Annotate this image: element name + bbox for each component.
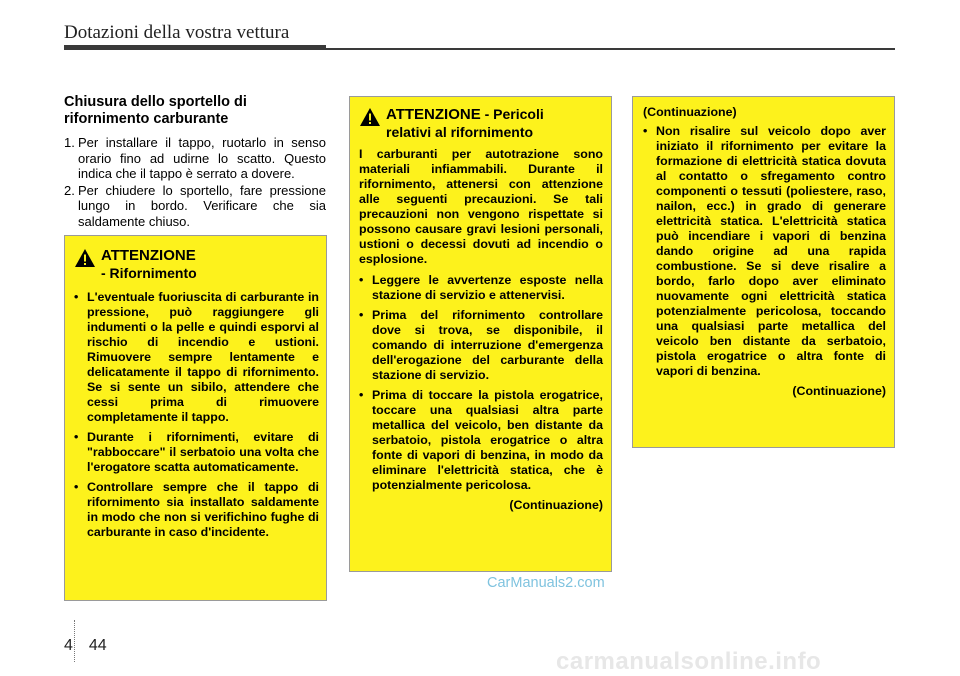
step-item: [64, 135, 326, 182]
watermark-link[interactable]: CarManuals2.com: [487, 575, 605, 591]
fuel-door-section: [64, 94, 326, 230]
step-text: Per installare il tappo, ruotarlo in senso orario fino ad udirne lo scatto. Questo indica che il tappo è serrato a dovere.: [78, 135, 326, 181]
step-number: 2.: [64, 182, 75, 198]
warning-subtitle: relativi al rifornimento: [386, 124, 534, 140]
page-number: [64, 637, 107, 655]
warning-bullet: • Durante i rifornimenti, evitare di "rabboccare" il serbatoio una volta che l'erogatore scatta automaticamente.: [74, 430, 319, 474]
warning-triangle-icon: [74, 248, 96, 268]
warning-box-refueling-hazards: [349, 96, 612, 572]
bullet-text: Prima di toccare la pistola erogatrice, toccare una qualsiasi altra parte metallica del veicolo, ben distante da serbatoio, pistola erogatrice o altra fonte di vapori di benzina, in modo da eliminare l'elettricità statica, che è potenzialmente pericolosa.: [372, 388, 603, 492]
page-number-value: 44: [88, 637, 107, 654]
step-item: [64, 183, 326, 230]
warning-bullet: • Non risalire sul veicolo dopo aver iniziato il rifornimento per evitare la formazione di elettricità statica dovuta al contatto o sfregamento contro componenti o tessuti (poliestere, raso, nailon, ecc.) in grado di generare elettricità statica. L'elettricità statica può incendiare i vapori di benzina dando origine ad una rapida combustione. Se si deve risalire a bordo, farlo dopo aver eliminato nuovamente ogni elettricità statica potenzialmente pericolosa, toccando una qualsiasi parte metallica del veicolo ben distante da serbatoio, pistola erogatrice o altra fonte di vapori di benzina.: [643, 124, 886, 378]
warning-title: [386, 106, 544, 124]
warning-box-continuation: [632, 96, 895, 448]
warning-title: ATTENZIONE: [101, 247, 196, 264]
warning-bullet: • Controllare sempre che il tappo di rifornimento sia installato saldamente in modo che non si verifichino fughe di carburante in caso d'incidente.: [74, 480, 319, 539]
header-rule-thick: [64, 45, 326, 50]
page-number-divider: [74, 620, 75, 662]
warning-bullet: • Prima di toccare la pistola erogatrice, toccare una qualsiasi altra parte metallica del veicolo, ben distante da serbatoio, pistola erogatrice o altra fonte di vapori di benzina, in modo da eliminare l'elettricità statica, che è potenzialmente pericolosa.: [359, 388, 603, 492]
bullet-text: Leggere le avvertenze esposte nella stazione di servizio e attenervisi.: [372, 273, 603, 302]
section-title: Chiusura dello sportello di rifornimento carburante: [64, 94, 247, 127]
bottom-watermark: carmanualsonline.info: [556, 648, 822, 675]
bullet-text: Non risalire sul veicolo dopo aver iniziato il rifornimento per evitare la formazione di elettricità statica dovuta al contatto o sfregamento contro componenti o tessuti (poliestere, raso, nailon, ecc.) in grado di generare elettricità statica. L'elettricità statica può incendiare i vapori di benzina dando origine ad una rapida combustione. Se si deve risalire a bordo, farlo dopo aver eliminato nuovamente ogni elettricità statica potenzialmente pericolosa, toccando una qualsiasi parte metallica del veicolo ben distante da serbatoio, pistola erogatrice o altra fonte di vapori di benzina.: [656, 124, 886, 378]
warning-box-refueling: [64, 235, 327, 601]
warning-subtitle: - Rifornimento: [101, 265, 197, 281]
warning-title-suffix: - Pericoli: [480, 106, 544, 122]
continued-label: (Continuazione): [509, 498, 603, 512]
steps-list: [64, 135, 326, 229]
step-text: Per chiudere lo sportello, fare pressione lungo in bordo. Verificare che sia saldamente chiuso.: [78, 182, 326, 229]
header-rule-thin: [326, 48, 895, 50]
warning-bullet: • Prima del rifornimento controllare dove si trova, se disponibile, il comando di interruzione d'emergenza dell'erogazione del carburante della stazione di servizio.: [359, 308, 603, 382]
bullet-text: L'eventuale fuoriuscita di carburante in pressione, può raggiungere gli indumenti o la pelle e quindi esporvi al rischio di incendio e ustioni. Rimuovere sempre lentamente e delicatamente il tappo di rifornimento. Se si sente un sibilo, attendere che cessi prima di rimuovere completamente il tappo.: [87, 290, 319, 424]
warning-intro: I carburanti per autotrazione sono materiali infiammabili. Durante il rifornimento, attenersi con attenzione alle seguenti precauzioni. Se tali precauzioni non vengono rispettate si possono causare gravi lesioni personali, ustioni o decessi dovuti ad incendio o esplosione.: [359, 147, 603, 266]
bullet-text: Prima del rifornimento controllare dove si trova, se disponibile, il comando di interruzione d'emergenza dell'erogazione del carburante della stazione di servizio.: [372, 308, 603, 382]
warning-title-main: ATTENZIONE: [386, 106, 481, 123]
warning-title-block: [101, 247, 197, 282]
warning-bullet: • L'eventuale fuoriuscita di carburante in pressione, può raggiungere gli indumenti o la pelle e quindi esporvi al rischio di incendio e ustioni. Rimuovere sempre lentamente e delicatamente il tappo di rifornimento. Se si sente un sibilo, attendere che cessi prima di rimuovere completamente il tappo.: [74, 290, 319, 424]
step-number: 1.: [64, 135, 75, 150]
continued-label-top: (Continuazione): [643, 105, 737, 119]
warning-header: [74, 247, 319, 282]
warning-triangle-icon: [359, 107, 381, 127]
warning-bullets: [359, 273, 603, 493]
bullet-text: Controllare sempre che il tappo di rifornimento sia installato saldamente in modo che non si verifichino fughe di carburante in caso d'incidente.: [87, 480, 319, 539]
warning-bullets: [74, 290, 319, 540]
warning-title-block: [386, 106, 544, 141]
page-header-title: Dotazioni della vostra vettura: [64, 22, 290, 43]
continued-label: (Continuazione): [792, 384, 886, 398]
warning-header: [359, 106, 603, 141]
bullet-text: Durante i rifornimenti, evitare di "rabboccare" il serbatoio una volta che l'erogatore scatta automaticamente.: [87, 430, 319, 474]
chapter-number: 4: [64, 637, 73, 654]
warning-bullet: • Leggere le avvertenze esposte nella stazione di servizio e attenervisi.: [359, 273, 603, 302]
